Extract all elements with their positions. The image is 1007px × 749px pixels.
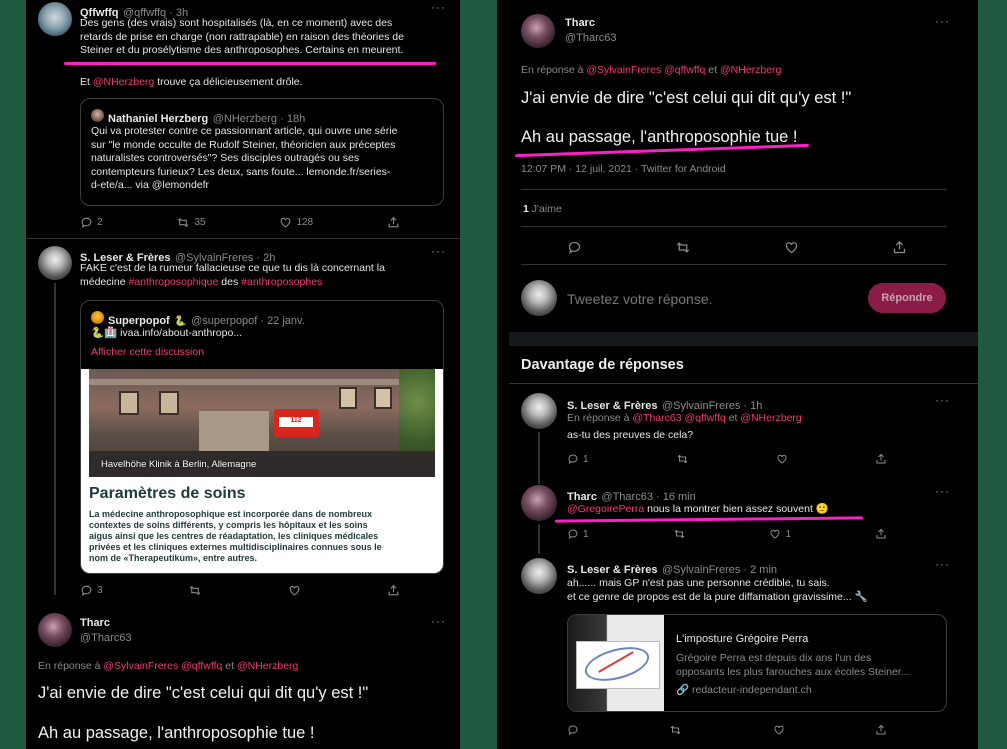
- avatar-tharc[interactable]: [38, 613, 72, 647]
- retweet-button[interactable]: [188, 584, 202, 597]
- like-button[interactable]: 128: [279, 216, 313, 229]
- link-icon: 🔗: [676, 684, 690, 696]
- reply3-actions: [567, 724, 887, 736]
- reply-icon: [80, 216, 93, 229]
- reply-icon: [567, 453, 579, 465]
- share-icon: [387, 584, 400, 597]
- reply-icon: [80, 584, 93, 597]
- tweet3-header: [80, 617, 132, 644]
- tweet1-actions: [80, 216, 400, 229]
- share-button[interactable]: [387, 584, 400, 597]
- article-image[interactable]: [81, 369, 444, 574]
- tweet1-text-2: Et @NHerzberg trouve ça délicieusement drôle.: [80, 76, 303, 88]
- quote-author: Nathaniel Herzberg: [108, 113, 209, 125]
- tweet-main-text: J'ai envie de dire "c'est celui qui dit qu'y est !": [38, 684, 369, 702]
- retweet-icon[interactable]: [675, 240, 691, 255]
- tweet-main-text: Ah au passage, l'anthroposophie tue !: [38, 724, 315, 742]
- reply2-actions: 1 1: [567, 528, 887, 540]
- author-handle[interactable]: @SylvainFreres · 2h: [174, 252, 276, 264]
- tweet-main-text: J'ai envie de dire "c'est celui qui dit qu'y est !": [521, 89, 852, 107]
- author-name[interactable]: Tharc: [80, 617, 110, 629]
- reply-context: En réponse à @SylvainFreres @qffwffq et @NHerzberg: [521, 64, 782, 76]
- divider: [509, 383, 978, 384]
- avatar-sylvainfreres[interactable]: [521, 393, 557, 429]
- tweet1-text: [80, 17, 455, 58]
- reply-text: @GregoirePerra nous la montrer bien assez souvent 🙂: [567, 503, 829, 515]
- avatar-superpopof: [91, 311, 104, 324]
- avatar-qffwffq[interactable]: [38, 2, 72, 36]
- share-icon[interactable]: [892, 240, 907, 255]
- reply-text: as-tu des preuves de cela?: [567, 429, 694, 441]
- main-tweet-actions: [567, 240, 907, 255]
- section-gap: [509, 332, 978, 346]
- more-options-icon[interactable]: ···: [431, 614, 446, 628]
- avatar-nherzberg: [91, 109, 104, 122]
- tweet2-actions: [80, 584, 400, 597]
- author-name[interactable]: Qffwffq: [80, 7, 119, 19]
- heart-icon: [769, 528, 781, 540]
- reply1-actions: 1: [567, 453, 887, 465]
- reply1-header: S. Leser & Frères @SylvainFreres · 1h: [567, 400, 763, 412]
- show-thread-link[interactable]: Afficher cette discussion: [91, 346, 205, 358]
- more-options-icon[interactable]: ···: [935, 557, 950, 571]
- quote-header: Superpopof 🐍 @superpopof · 22 janv.: [108, 315, 305, 327]
- reply-context: En réponse à @SylvainFreres @qffwffq et @NHerzberg: [38, 660, 299, 672]
- avatar-sylvainfreres[interactable]: [38, 246, 72, 280]
- mention-link[interactable]: @SylvainFreres @qffwffq: [586, 64, 706, 76]
- tweet-text-line: Des gens (des vrais) sont hospitalisés (là, en ce moment) avec des: [80, 17, 393, 29]
- thread-line: [538, 524, 540, 554]
- reply-button[interactable]: 3: [80, 584, 103, 597]
- more-options-icon[interactable]: ···: [935, 393, 950, 407]
- article-heading: Paramètres de soins: [89, 485, 246, 502]
- reply-button[interactable]: Répondre: [868, 283, 946, 313]
- reply3-header: S. Leser & Frères @SylvainFreres · 2 min: [567, 564, 778, 576]
- share-icon[interactable]: [875, 724, 887, 736]
- tweet-text-line: Steiner et du prosélytisme des anthroposophes. Certains en meurent.: [80, 44, 404, 56]
- heart-icon[interactable]: [776, 453, 788, 465]
- link-description: Grégoire Perra est depuis dix ans l'un des opposants les plus farouches aux écoles Steiner...: [676, 652, 910, 678]
- more-replies-heading: Davantage de réponses: [521, 357, 684, 373]
- link-title: L'imposture Grégoire Perra: [676, 633, 809, 645]
- share-button[interactable]: [387, 216, 400, 229]
- quoted-tweet-card[interactable]: [80, 98, 444, 206]
- heart-icon[interactable]: [773, 724, 785, 736]
- tweet-divider: [26, 238, 460, 239]
- share-icon[interactable]: [875, 453, 887, 465]
- retweet-icon: [176, 216, 190, 229]
- thread-line: [54, 283, 56, 595]
- link-thumbnail: [568, 615, 664, 712]
- quote-link-line: 🐍🏥 ivaa.info/about-anthropo...: [91, 327, 243, 339]
- hashtag-link[interactable]: #anthroposophique: [128, 275, 219, 288]
- thread-line: [538, 432, 540, 484]
- link-preview-card[interactable]: [567, 614, 947, 712]
- avatar-current-user: [521, 280, 557, 316]
- avatar-tharc[interactable]: [521, 485, 557, 521]
- likes-stat[interactable]: 1 J'aime: [523, 203, 562, 215]
- mention-link[interactable]: @NHerzberg: [236, 660, 299, 672]
- avatar-sylvainfreres[interactable]: [521, 558, 557, 594]
- author-handle[interactable]: @Tharc63: [565, 32, 617, 44]
- retweet-icon[interactable]: [669, 724, 682, 736]
- like-button[interactable]: [288, 584, 301, 597]
- retweet-button[interactable]: 35: [176, 216, 205, 229]
- reply-icon: [567, 528, 579, 540]
- ambulance: 112: [274, 409, 319, 437]
- more-options-icon[interactable]: ···: [431, 0, 446, 14]
- main-tweet-header: [565, 17, 617, 44]
- heart-icon[interactable]: [784, 240, 799, 255]
- reply-text: ah...... mais GP n'est pas une personne crédible, tu sais. et ce genre de propos est de la pure diffamation gravissime... 🔧: [567, 577, 868, 603]
- divider: [521, 264, 947, 265]
- reply2-header: Tharc @Tharc63 · 16 min: [567, 491, 696, 503]
- more-options-icon[interactable]: ···: [431, 244, 446, 258]
- tweet-timestamp[interactable]: 12:07 PM · 12 juil. 2021 · Twitter for Android: [521, 163, 726, 175]
- quote-handle: @NHerzberg · 18h: [212, 113, 306, 125]
- quote-url[interactable]: ivaa.info/about-anthropo...: [120, 327, 243, 339]
- mention-link[interactable]: @SylvainFreres @qffwffq: [103, 660, 223, 672]
- author-handle[interactable]: @Tharc63: [80, 632, 132, 644]
- divider: [521, 226, 947, 227]
- tweet-text-line: retards de prise en charge (non rattrapable) en raison des théories de: [80, 30, 404, 43]
- share-icon[interactable]: [875, 528, 887, 540]
- tweet2-text: FAKE c'est de la rumeur fallacieuse ce que tu dis là concernant la médecine #anthroposophique des #anthroposophes: [80, 262, 385, 288]
- mention-link[interactable]: @NHerzberg: [719, 64, 782, 76]
- reply-icon[interactable]: [567, 724, 579, 736]
- heart-icon: [279, 216, 292, 229]
- retweet-icon: [188, 584, 202, 597]
- right-thread-panel: [497, 0, 978, 749]
- highlight-underline: [64, 62, 436, 65]
- hashtag-link[interactable]: #anthroposophes: [241, 275, 323, 288]
- author-name[interactable]: Tharc: [565, 17, 595, 29]
- avatar-tharc[interactable]: [521, 14, 555, 48]
- mention-link[interactable]: @NHerzberg: [92, 76, 155, 88]
- highlight-underline: [555, 516, 863, 522]
- more-options-icon[interactable]: ···: [935, 484, 950, 498]
- heart-icon: [288, 584, 301, 597]
- share-icon: [387, 216, 400, 229]
- retweet-icon[interactable]: [673, 528, 686, 540]
- author-handle[interactable]: @qffwffq · 3h: [122, 7, 189, 19]
- reply-icon[interactable]: [567, 240, 582, 255]
- quote-text: Qui va protester contre ce passionnant article, qui ouvre une série sur "le monde occulte de Rudolf Steiner, théoricien aux préceptes naturalistes controversés"? Ses disciples outragés ou ses contempteurs furieux? Les deux, sans foute... lemonde.fr/series- d-ete/a... via @lemondefr: [91, 125, 398, 191]
- article-body: La médecine anthroposophique est incorporée dans de nombreux contextes de soins différents, y compris les hôpitaux et les soins aigus ainsi que les centres de réadaptation, les cliniques médicales privées et les cliniques externes multidisciplinaires connues sous le nom de «Therapeutikum», entre autres.: [89, 509, 382, 563]
- reply-button[interactable]: 2: [80, 216, 103, 229]
- left-thread-panel: [26, 0, 460, 749]
- divider: [521, 189, 947, 190]
- link-domain: 🔗 redacteur-independant.ch: [676, 684, 812, 696]
- reply-context: En réponse à @Tharc63 @qffwffq et @NHerzberg: [567, 412, 802, 424]
- more-options-icon[interactable]: ···: [935, 14, 950, 28]
- author-name[interactable]: S. Leser & Frères: [80, 252, 171, 264]
- retweet-icon[interactable]: [676, 453, 689, 465]
- quoted-tweet-card[interactable]: [80, 300, 444, 574]
- tweet-main-text: Ah au passage, l'anthroposophie tue !: [521, 128, 798, 146]
- reply-input[interactable]: Tweetez votre réponse.: [567, 291, 713, 307]
- image-caption: Havelhöhe Klinik à Berlin, Allemagne: [101, 459, 257, 470]
